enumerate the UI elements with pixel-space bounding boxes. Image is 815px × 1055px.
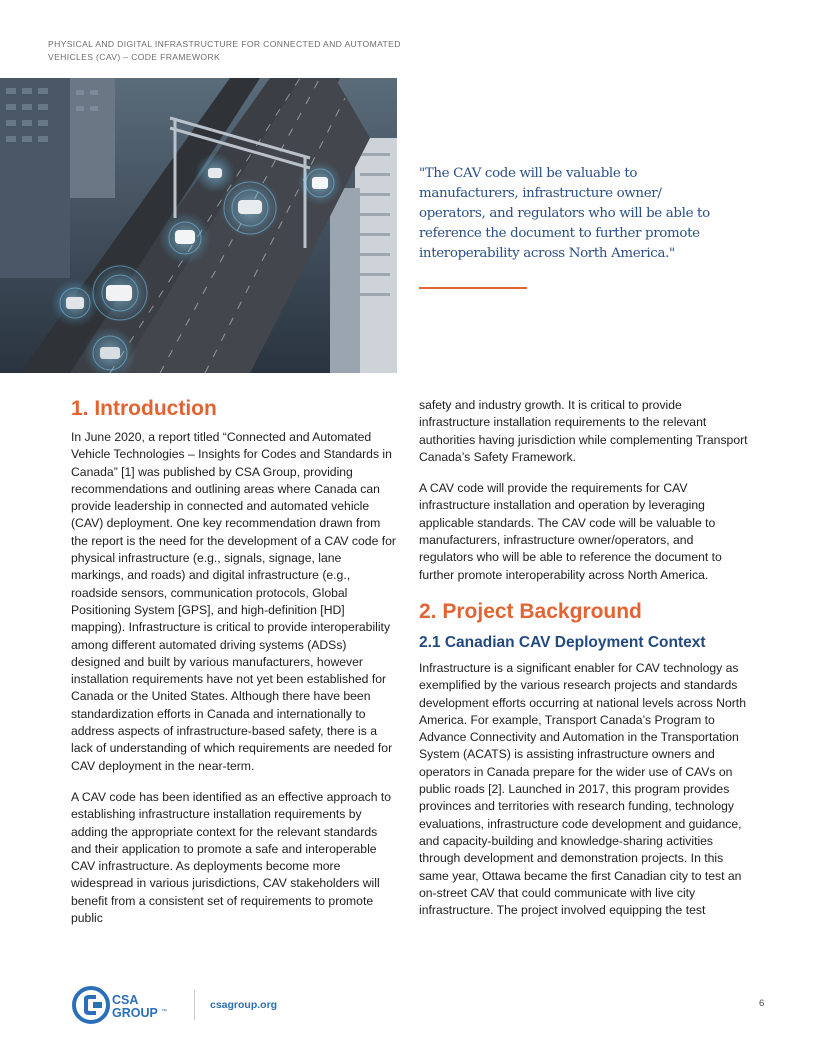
running-header: PHYSICAL AND DIGITAL INFRASTRUCTURE FOR CONNECTED AND AUTOMATED VEHICLES (CAV) – CODE FRAMEWORK bbox=[48, 39, 401, 62]
intro-paragraph-2: A CAV code has been identified as an effective approach to establishing infrastructure installation requirements by adding the appropriate context for the relevant standards and their application to promote a safe and interoperable CAV infrastructure. As deployments become more widespread in various jurisdictions, CAV stakeholders will benefit from a consistent set of requirements to promote public bbox=[71, 789, 392, 926]
csa-group-logo[interactable] bbox=[72, 985, 182, 1025]
hero-image-connected-vehicles bbox=[0, 78, 397, 373]
intro-continuation-1: safety and industry growth. It is critical to provide infrastructure installation requirements to the relevant authorities having jurisdiction while complementing Transport Canada’s Safety Framework. bbox=[419, 398, 748, 464]
heading-project-background: 2. Project Background bbox=[419, 599, 642, 623]
right-column bbox=[419, 397, 749, 933]
logo-trademark: ™ bbox=[161, 1009, 167, 1015]
pull-quote-divider bbox=[419, 287, 527, 289]
background-paragraph: Infrastructure is a significant enabler for CAV technology as exemplified by the various research projects and standards development efforts occurring at national levels across North America. For example, Transport Canada’s Program to Advance Connectivity and Automation in the Transportation System (ACATS) is assisting infrastructure owners and operators in Canada prepare for the wider use of CAVs on public roads [2]. Launched in 2017, this program provides provinces and territories with research funding, technology evaluations, infrastructure code development and guidance, and capacity-building and knowledge-sharing activities through development and demonstration projects. In this same year, Ottawa became the first Canadian city to test an on-street CAV that could communicate with live city infrastructure. The project involved equipping the test bbox=[419, 660, 746, 918]
logo-text-group: GROUP bbox=[112, 1006, 158, 1020]
intro-continuation-2: A CAV code will provide the requirements for CAV infrastructure installation and operation by leveraging applicable standards. The CAV code will be valuable to manufacturers, infrastructure owner/operators, and regulators who will be able to reference the document to further promote interoperability across North America. bbox=[419, 481, 722, 582]
page-number: 6 bbox=[759, 998, 765, 1009]
heading-deployment-context: 2.1 Canadian CAV Deployment Context bbox=[419, 633, 706, 651]
logo-text-csa: CSA bbox=[112, 993, 139, 1007]
footer-divider bbox=[194, 990, 195, 1020]
pull-quote: "The CAV code will be valuable to manufacturers, infrastructure owner/ operators, and regulators who will be able to reference the document to further promote interoperability across North America." bbox=[419, 166, 710, 261]
intro-paragraph-1: In June 2020, a report titled “Connected and Automated Vehicle Technologies – Insights for Codes and Standards in Canada” [1] was published by CSA Group, providing recommendations and outlining areas where Canada can provide leadership in connected and automated vehicle (CAV) deployment. One key recommendation drawn from the report is the need for the development of a CAV code for physical infrastructure (e.g., signals, signage, lane markings, and roads) and digital infrastructure (e.g., roadside sensors, communication protocols, Global Positioning System [GPS], and high-definition [HD] mapping). Infrastructure is critical to provide interoperability among different automated driving systems (ADSs) designed and built by various manufacturers, however installation requirements have not yet been established for Canada or the United States. Although there have been standardization efforts in Canada and internationally to address aspects of infrastructure-based safety, there is a lack of understanding of which requirements are needed for CAV deployment in the near-term. bbox=[71, 430, 396, 773]
left-column bbox=[71, 395, 396, 941]
footer-website-link[interactable]: csagroup.org bbox=[210, 999, 278, 1011]
heading-introduction: 1. Introduction bbox=[71, 397, 217, 420]
